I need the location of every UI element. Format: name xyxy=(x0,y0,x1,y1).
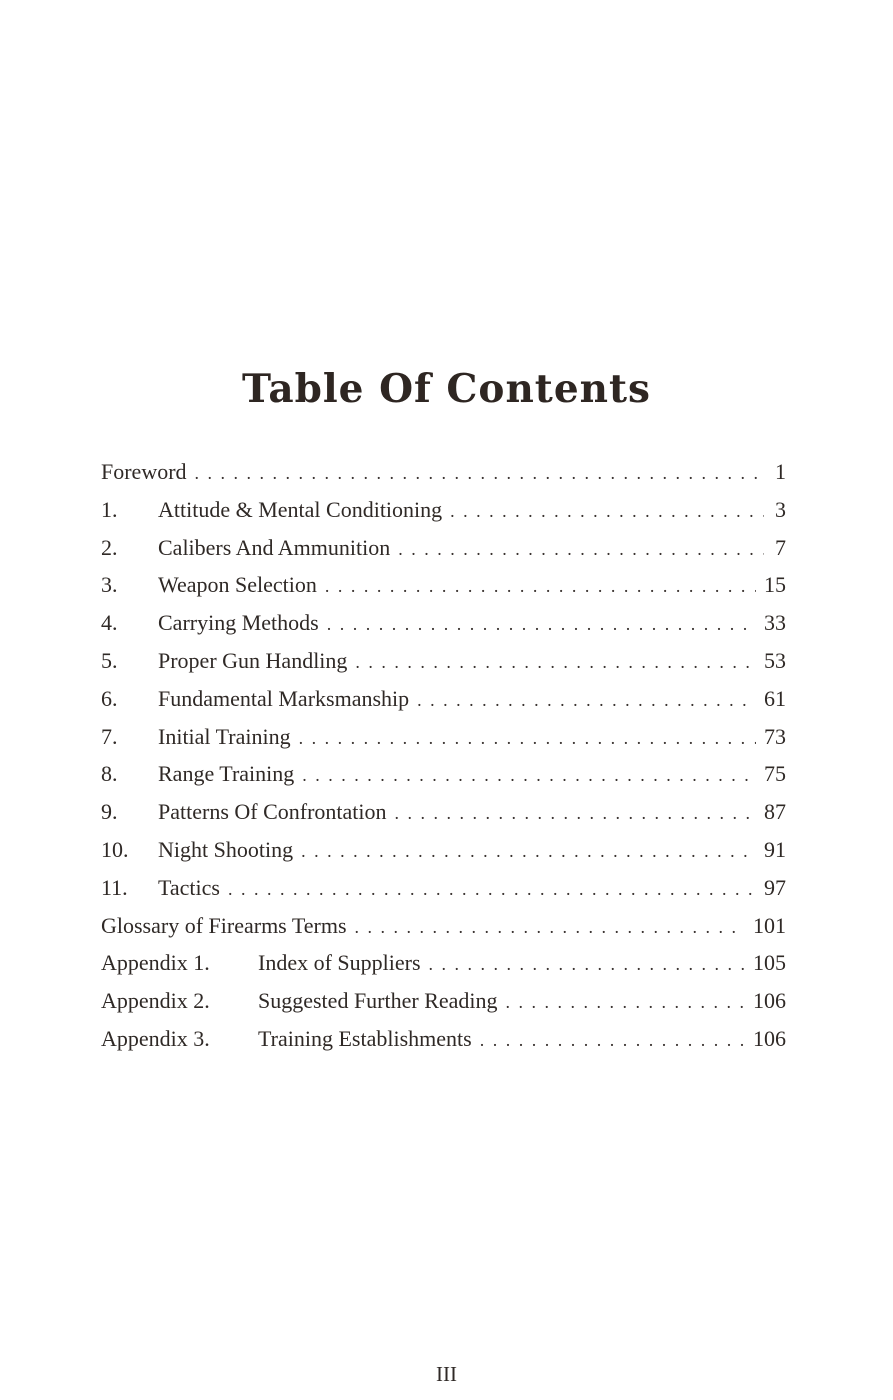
toc-entry-label: Tactics xyxy=(158,874,220,900)
toc-entry-label: Proper Gun Handling xyxy=(158,647,348,673)
dot-leader xyxy=(228,879,756,900)
toc-entry-number: 10. xyxy=(101,836,129,862)
dot-leader xyxy=(480,1030,745,1051)
toc-entry-page: 101 xyxy=(753,912,786,938)
toc-entry-page: 97 xyxy=(764,874,786,900)
toc-entry-chapter-7[interactable] xyxy=(101,724,786,762)
toc-entry-page: 53 xyxy=(764,647,786,673)
toc-entry-page: 61 xyxy=(764,685,786,711)
toc-entry-label: Patterns Of Confrontation xyxy=(158,799,387,825)
toc-entry-chapter-11[interactable] xyxy=(101,875,786,913)
dot-leader xyxy=(302,765,756,786)
toc-entry-label: Fundamental Marksmanship xyxy=(158,685,410,711)
toc-entry-label: Weapon Selection xyxy=(158,572,317,598)
dot-leader xyxy=(325,576,756,597)
toc-entry-label: Index of Suppliers xyxy=(258,950,421,976)
toc-entry-number: Appendix 1. xyxy=(101,950,210,976)
toc-entry-appendix-3[interactable] xyxy=(101,1026,786,1064)
toc-entry-page: 1 xyxy=(775,459,786,484)
toc-entry-label: Attitude & Mental Conditioning xyxy=(158,496,443,522)
dot-leader xyxy=(450,501,764,522)
page-title: Table Of Contents xyxy=(242,366,651,412)
toc-entry-number: 9. xyxy=(101,799,118,825)
toc-entry-label: Night Shooting xyxy=(158,836,294,862)
dot-leader xyxy=(506,992,745,1013)
toc-entry-number: 1. xyxy=(101,496,118,522)
toc-entry-page: 15 xyxy=(764,572,786,598)
toc-entry-number: 2. xyxy=(101,534,118,560)
toc-entry-number: 7. xyxy=(101,723,118,749)
toc-entry-chapter-5[interactable] xyxy=(101,648,786,686)
toc-entry-page: 73 xyxy=(764,723,786,749)
toc-entry-appendix-2[interactable] xyxy=(101,988,786,1026)
toc-entry-glossary[interactable] xyxy=(101,913,786,951)
dot-leader xyxy=(395,803,756,824)
toc-entry-label: Foreword xyxy=(101,459,187,484)
dot-leader xyxy=(398,539,764,560)
toc-entry-chapter-2[interactable] xyxy=(101,535,786,573)
table-of-contents xyxy=(101,459,786,1064)
toc-entry-number: 6. xyxy=(101,685,118,711)
dot-leader xyxy=(327,614,756,635)
toc-entry-chapter-9[interactable] xyxy=(101,799,786,837)
dot-leader xyxy=(417,690,756,711)
dot-leader xyxy=(195,463,764,484)
toc-entry-page: 106 xyxy=(753,1025,786,1051)
toc-entry-number: 11. xyxy=(101,874,128,900)
dot-leader xyxy=(429,954,745,975)
toc-entry-number: 5. xyxy=(101,647,118,673)
toc-entry-page: 3 xyxy=(775,496,786,522)
toc-entry-label: Training Establishments xyxy=(258,1025,472,1051)
dot-leader xyxy=(355,652,756,673)
toc-entry-number: 8. xyxy=(101,761,118,787)
toc-entry-chapter-10[interactable] xyxy=(101,837,786,875)
toc-entry-label: Suggested Further Reading xyxy=(258,988,498,1014)
toc-entry-number: Appendix 3. xyxy=(101,1025,210,1051)
dot-leader xyxy=(355,917,745,938)
toc-entry-appendix-1[interactable] xyxy=(101,950,786,988)
toc-entry-foreword[interactable] xyxy=(101,459,786,497)
toc-entry-chapter-1[interactable] xyxy=(101,497,786,535)
toc-entry-page: 87 xyxy=(764,799,786,825)
toc-entry-label: Glossary of Firearms Terms xyxy=(101,912,347,938)
toc-entry-number: Appendix 2. xyxy=(101,988,210,1014)
dot-leader xyxy=(299,728,756,749)
toc-entry-page: 75 xyxy=(764,761,786,787)
toc-entry-label: Initial Training xyxy=(158,723,291,749)
toc-entry-label: Carrying Methods xyxy=(158,610,319,636)
toc-entry-page: 106 xyxy=(753,988,786,1014)
toc-entry-label: Range Training xyxy=(158,761,295,787)
toc-entry-chapter-6[interactable] xyxy=(101,686,786,724)
toc-entry-number: 3. xyxy=(101,572,118,598)
toc-entry-chapter-4[interactable] xyxy=(101,610,786,648)
toc-entry-chapter-8[interactable] xyxy=(101,761,786,799)
toc-entry-number: 4. xyxy=(101,610,118,636)
page-number: III xyxy=(436,1362,457,1386)
toc-entry-page: 33 xyxy=(764,610,786,636)
toc-entry-page: 105 xyxy=(753,950,786,976)
toc-entry-page: 91 xyxy=(764,836,786,862)
dot-leader xyxy=(301,841,756,862)
toc-entry-label: Calibers And Ammunition xyxy=(158,534,391,560)
toc-entry-page: 7 xyxy=(775,534,786,560)
toc-entry-chapter-3[interactable] xyxy=(101,572,786,610)
